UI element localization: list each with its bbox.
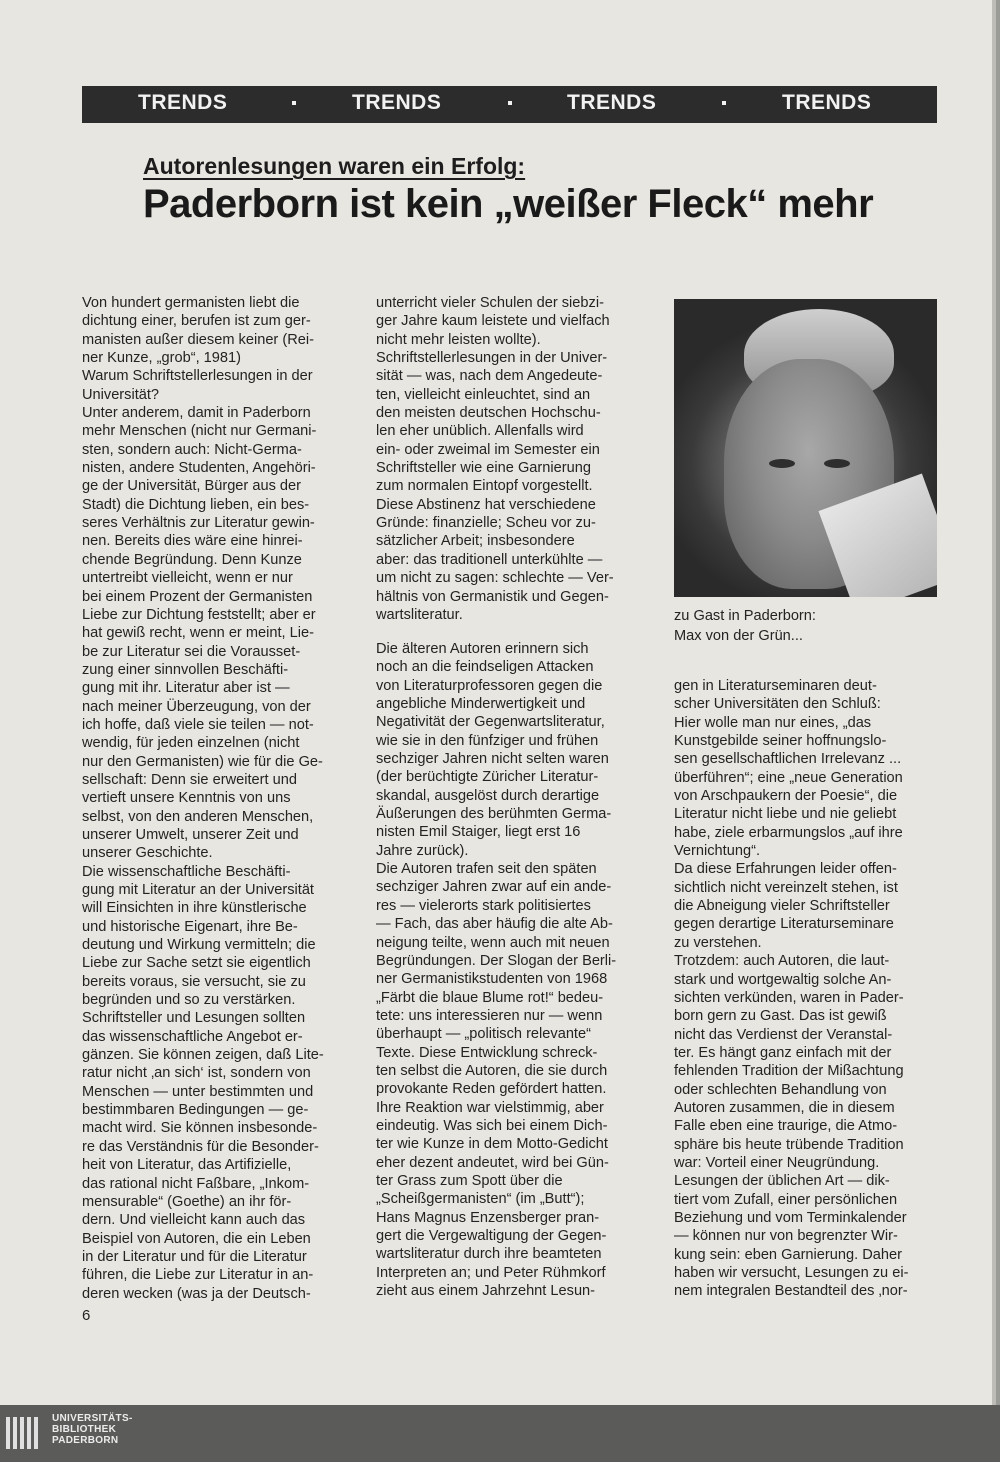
library-logo-icon <box>6 1417 42 1457</box>
photo-eye <box>824 459 850 468</box>
trends-banner <box>82 86 937 123</box>
page-number: 6 <box>82 1307 91 1324</box>
banner-separator-dot <box>508 101 512 105</box>
photo-caption: zu Gast in Paderborn: Max von der Grün... <box>674 608 816 644</box>
article-column-2-bottom: Die älteren Autoren erinnern sich noch an die feindseligen Attacken von Literaturprofessoren gegen die angebliche Minderwertigkeit und Negativität der Gegenwartsliteratur, wie sie in den fünfziger und frühen sechziger Jahren nicht selten waren (der berüchtigte Züricher Literatur- skandal, ausgelöst durch derartige Äußerungen des berühmten Germa- nisten Emil Staiger, liegt erst 16 Jahre zurück). Die Autoren trafen seit den späten sechziger Jahren zwar auf ein ande- res — vielerorts stark politisiertes — Fach, das aber häufig die alte Ab- neigung teilte, wenn auch mit neuen Begründungen. Der Slogan der Berli- ner Germanistikstudenten von 1968 „Färbt die blaue Blume rot!“ bedeu- tete: uns interessieren nur — wenn überhaupt — „politisch relevante“ Texte. Diese Entwicklung schreck- ten selbst die Autoren, die sie durch provokante Reden gefördert hatten. Ihre Reaktion war vielstimmig, aber eindeutig. Was sich bei einem Dich- ter wie Kunze in dem Motto-Gedicht eher dezent andeutet, wird bei Gün- ter Grass zum Spott über die „Scheißgermanisten“ (im „Butt“); Hans Magnus Enzensberger pran- gert die Vergewaltigung der Gegen- wartsliteratur durch ihre beamteten Interpreten an; und Peter Rühmkorf zieht aus einem Jahrzehnt Lesun- <box>376 641 617 1300</box>
photo-eye <box>769 459 795 468</box>
banner-separator-dot <box>722 101 726 105</box>
article-kicker: Autorenlesungen waren ein Erfolg: <box>143 153 526 179</box>
banner-word: TRENDS <box>138 91 228 114</box>
article-headline: Paderborn ist kein „weißer Fleck“ mehr <box>143 182 874 226</box>
banner-separator-dot <box>292 101 296 105</box>
banner-word: TRENDS <box>782 91 872 114</box>
author-photo <box>674 299 937 597</box>
banner-word: TRENDS <box>567 91 657 114</box>
article-column-1: Von hundert germanisten liebt die dichtung einer, berufen ist zum ger- manisten außer diesem keiner (Rei- ner Kunze, „grob“, 1981) Warum Schriftstellerlesungen in der Universität? Unter anderem, damit in Paderborn mehr Menschen (nicht nur Germani- sten, sondern auch: Nicht-Germa- nisten, andere Studenten, Angehöri- ge der Universität, Bürger aus der Stadt) die Dichtung lieben, ein bes- seres Verhältnis zur Literatur gewin- nen. Bereits dies wäre eine hinrei- chende Begründung. Denn Kunze untertreibt vielleicht, wenn er nur bei einem Prozent der Germanisten Liebe zur Dichtung feststellt; aber er hat gewiß recht, wenn er meint, Lie- be zur Literatur sei die Vorausset- zung einer sinnvollen Beschäfti- gung mit ihr. Literatur aber ist — nach meiner Überzeugung, von der ich hoffe, daß viele sie teilen — not- wendig, für jeden einzelnen (nicht nur den Germanisten) wie für die Ge- sellschaft: Denn sie erweitert und vertieft unsere Kenntnis von uns selbst, von den anderen Menschen, unserer Umwelt, unserer Zeit und unserer Geschichte. Die wissenschaftliche Beschäfti- gung mit Literatur an der Universität will Einsichten in ihre künstlerische und historische Eigenart, ihre Be- deutung und Wirkung vermitteln; die Liebe zur Sache setzt sie eigentlich bereits voraus, sie versucht, sie zu begründen und so zu verstärken. Schriftsteller und Lesungen sollten das wissenschaftliche Angebot er- gänzen. Sie können zeigen, daß Lite- ratur nicht ‚an sich‘ ist, sondern von Menschen — unter bestimmten und bestimmbaren Bedingungen — ge- macht wird. Sie können insbesonde- re das Verständnis für die Besonder- heit von Literatur, das Artifizielle, das rational nicht Faßbare, „Inkom- mensurable“ (Goethe) an ihr för- dern. Und vielleicht kann auch das Beispiel von Autoren, die ein Leben in der Literatur und für die Literatur führen, die Liebe zur Literatur in an- deren wecken (was ja der Deutsch- <box>82 295 324 1302</box>
banner-word: TRENDS <box>352 91 442 114</box>
article-column-3: gen in Literaturseminaren deut- scher Universitäten den Schluß: Hier wolle man nur eines, „das Kunstgebilde seiner hoffnungslo- sen gesellschaftlichen Irrelevanz ... überführen“; eine „neue Generation von Arschpaukern der Poesie“, die Literatur nicht liebe und nie geliebt habe, ziele erbarmungslos „auf ihre Vernichtung“. Da diese Erfahrungen leider offen- sichtlich nicht vereinzelt stehen, ist die Abneigung vieler Schriftsteller gegen derartige Literaturseminare zu verstehen. Trotzdem: auch Autoren, die laut- stark und wortgewaltig solche An- sichten verkünden, waren in Pader- born gern zu Gast. Das ist gewiß nicht das Verdienst der Veranstal- ter. Es hängt ganz einfach mit der fehlenden Tradition der Mißachtung oder schlechten Behandlung von Autoren zusammen, die in diesem Falle eben eine traurige, die Atmo- sphäre bis heute trübende Tradition war: Vorteil einer Neugründung. Lesungen der üblichen Art — dik- tiert vom Zufall, einer persönlichen Beziehung und vom Terminkalender — können nur von begrenzter Wir- kung sein: eben Garnierung. Daher haben wir versucht, Lesungen zu ei- nem integralen Bestandteil des ‚nor- <box>674 678 909 1300</box>
article-column-2-top: unterricht vieler Schulen der siebzi- ger Jahre kaum leistete und vielfach nicht mehr leisten wollte). Schriftstellerlesungen in der Univer- sität — was, nach dem Angedeute- ten, vielleicht einleuchtet, sind an den meisten deutschen Hochschu- len eher unüblich. Allenfalls wird ein- oder zweimal im Semester ein Schriftsteller wie eine Garnierung zum normalen Eintopf vorgestellt. Diese Abstinenz hat verschiedene Gründe: finanzielle; Scheu vor zu- sätzlicher Arbeit; insbesondere aber: das traditionell unterkühlte — um nicht zu sagen: schlechte — Ver- hältnis von Germanistik und Gegen- wartsliteratur. <box>376 295 614 623</box>
library-footer <box>0 1405 1000 1462</box>
library-name: UNIVERSITÄTS- BIBLIOTHEK PADERBORN <box>52 1413 133 1446</box>
